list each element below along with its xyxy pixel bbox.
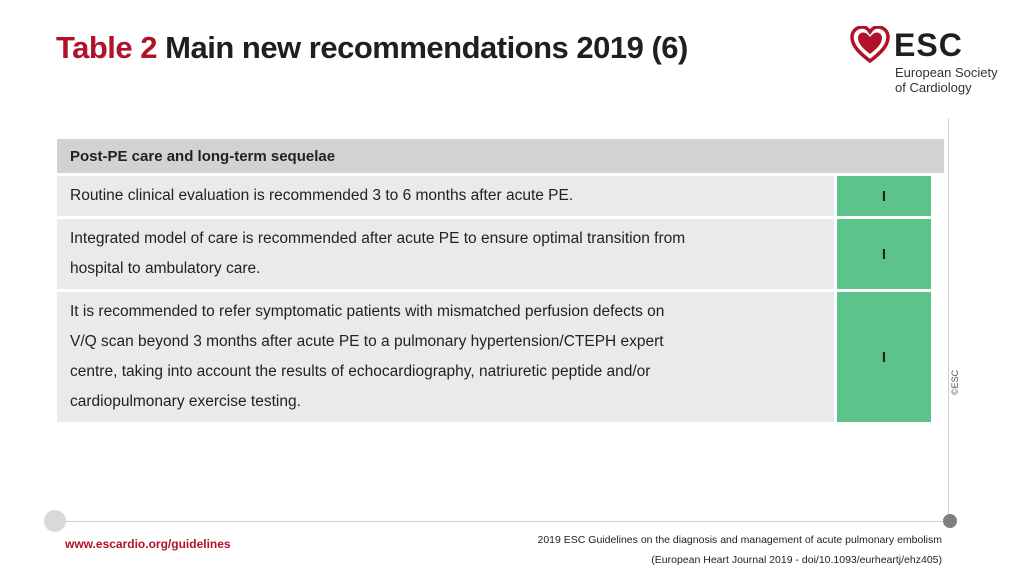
- recommendations-table: [57, 139, 944, 425]
- table-header: Post-PE care and long-term sequelae: [57, 139, 944, 173]
- table-row: [57, 292, 944, 422]
- footer-reference: [538, 530, 943, 570]
- esc-logo: [850, 24, 1010, 104]
- text-line: hospital to ambulatory care.: [70, 260, 261, 277]
- title-prefix: Table 2: [56, 30, 158, 65]
- text-line: Integrated model of care is recommended after acute PE to ensure optimal transition from: [70, 230, 686, 247]
- reference-line-2: (European Heart Journal 2019 - doi/10.1093/eurheartj/ehz405): [651, 554, 942, 566]
- text-line: centre, taking into account the results of echocardiography, natriuretic peptide and/or: [70, 363, 651, 380]
- copyright-label: ©ESC: [950, 369, 960, 395]
- title-text: Main new recommendations 2019 (6): [165, 30, 688, 65]
- text-line: Routine clinical evaluation is recommended 3 to 6 months after acute PE.: [70, 187, 574, 204]
- logo-line-1: European Society: [895, 65, 998, 80]
- class-cell: I: [837, 219, 931, 289]
- text-line: cardiopulmonary exercise testing.: [70, 393, 301, 410]
- vertical-divider: [948, 118, 949, 516]
- reference-line-1: 2019 ESC Guidelines on the diagnosis and management of acute pulmonary embolism: [537, 534, 942, 546]
- footer-link[interactable]: www.escardio.org/guidelines: [65, 537, 231, 551]
- footer-dot-right: [943, 514, 957, 528]
- table-row: [57, 176, 944, 216]
- logo-brand: ESC: [894, 27, 963, 63]
- slide-title: [56, 30, 688, 66]
- logo-subtitle: [895, 65, 998, 95]
- heart-icon: [850, 26, 890, 64]
- table-row: [57, 219, 944, 289]
- text-line: V/Q scan beyond 3 months after acute PE to a pulmonary hypertension/CTEPH expert: [70, 333, 664, 350]
- recommendation-text: [57, 219, 834, 289]
- footer-dot-left: [44, 510, 66, 532]
- recommendation-text: [57, 176, 834, 216]
- recommendation-text: [57, 292, 834, 422]
- text-line: It is recommended to refer symptomatic patients with mismatched perfusion defects on: [70, 303, 665, 320]
- class-cell: I: [837, 176, 931, 216]
- footer-divider: [55, 521, 950, 522]
- class-cell: I: [837, 292, 931, 422]
- logo-line-2: of Cardiology: [895, 80, 972, 95]
